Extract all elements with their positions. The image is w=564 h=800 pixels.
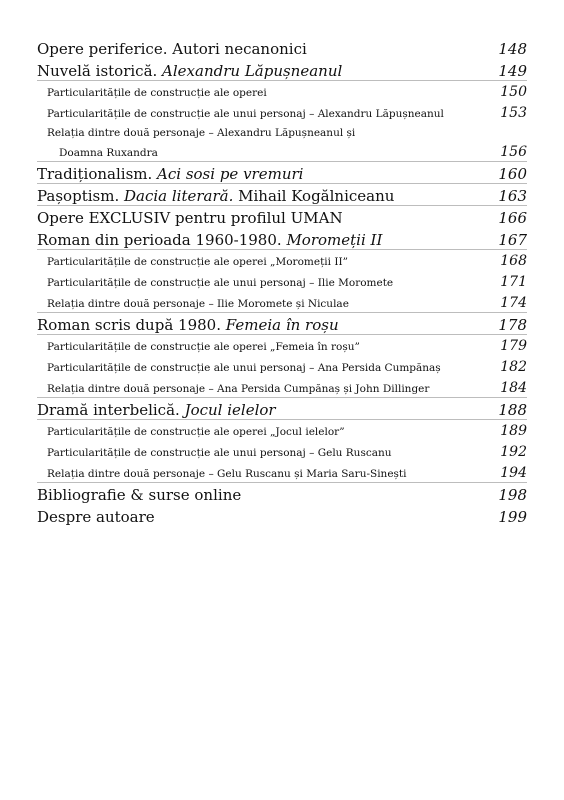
toc-page-number: 160 — [498, 165, 527, 183]
toc-entry-text: Particularitățile de construcție ale operei „Moromeții II” — [47, 256, 349, 268]
toc-entry-text: Relația dintre două personaje – Alexandru Lăpușneanul și — [47, 127, 356, 139]
toc-entry-title — [47, 337, 360, 358]
toc-entry-title — [37, 506, 155, 528]
toc-page-number: 182 — [500, 359, 527, 375]
toc-subentry[interactable] — [37, 378, 527, 399]
toc-entry-text: Opere EXCLUSIV pentru profilul UMAN — [37, 209, 343, 227]
toc-entry-text: Roman din perioada 1960-1980. — [37, 231, 287, 249]
section-divider-line — [37, 80, 527, 81]
toc-subentry[interactable] — [37, 272, 527, 293]
toc-entry-title — [47, 443, 392, 464]
toc-entry-text: Despre autoare — [37, 508, 155, 526]
toc-entry-title — [37, 60, 342, 82]
toc-page-number: 192 — [500, 444, 527, 460]
toc-entry-text: Roman scris după 1980. — [37, 316, 226, 334]
toc-page-number: 167 — [498, 231, 527, 249]
toc-entry-text: Doamna Ruxandra — [59, 147, 158, 159]
toc-entry-title — [47, 83, 267, 104]
section-divider-line — [37, 249, 527, 250]
toc-entry-text: Relația dintre două personaje – Ana Persida Cumpănaș și John Dillinger — [47, 383, 430, 395]
section-divider-line — [37, 161, 527, 162]
toc-entry-text: Bibliografie & surse online — [37, 486, 242, 504]
toc-page-number: 194 — [500, 465, 527, 481]
toc-entry-work-title: Aci sosi pe vremuri — [157, 165, 304, 183]
toc-subentry[interactable] — [37, 251, 527, 272]
toc-entry-title — [37, 185, 394, 207]
toc-subentry[interactable] — [37, 357, 527, 378]
toc-entry-text: Particularitățile de construcție ale unui personaj – Alexandru Lăpușneanul — [47, 108, 444, 120]
toc-section-entry[interactable] — [37, 229, 527, 251]
toc-entry-title — [47, 422, 345, 443]
toc-page-number: 179 — [500, 338, 527, 354]
section-divider-line — [37, 334, 527, 335]
toc-entry-title — [47, 273, 393, 294]
toc-subentry[interactable] — [37, 421, 527, 442]
toc-subentry[interactable] — [37, 336, 527, 357]
toc-entry-text: Particularitățile de construcție ale operei — [47, 87, 267, 99]
toc-entry-text: Particularitățile de construcție ale operei „Jocul ielelor” — [47, 426, 345, 438]
toc-entry-text: Dramă interbelică. — [37, 401, 185, 419]
toc-section-entry[interactable] — [37, 38, 527, 60]
toc-section-entry[interactable] — [37, 207, 527, 229]
toc-entry-text: Opere periferice. Autori necanonici — [37, 40, 307, 58]
section-divider-line — [37, 312, 527, 313]
toc-page-number: 171 — [500, 274, 527, 290]
toc-entry-text: Nuvelă istorică. — [37, 62, 163, 80]
toc-page-number: 168 — [500, 253, 527, 269]
toc-entry-work-title: Jocul ielelor — [184, 401, 276, 419]
toc-page-number: 199 — [498, 508, 527, 526]
toc-entry-title — [37, 484, 241, 506]
toc-entry-text: Relația dintre două personaje – Ilie Moromete și Niculae — [47, 298, 349, 310]
toc-entry-title — [37, 314, 339, 336]
section-divider-line — [37, 183, 527, 184]
toc-entry-text: Particularitățile de construcție ale unui personaj – Ana Persida Cumpănaș — [47, 362, 441, 374]
section-divider-line — [37, 419, 527, 420]
toc-subentry[interactable] — [37, 442, 527, 463]
toc-subentry[interactable] — [37, 124, 527, 142]
toc-subentry[interactable] — [37, 82, 527, 103]
toc-page-number: 163 — [498, 187, 527, 205]
toc-section-entry[interactable] — [37, 60, 527, 82]
toc-page-number: 184 — [500, 380, 527, 396]
toc-subentry[interactable] — [37, 103, 527, 124]
toc-page-number: 166 — [498, 209, 527, 227]
toc-entry-title — [37, 229, 382, 251]
toc-entry-text: Particularitățile de construcție ale unui personaj – Gelu Ruscanu — [47, 447, 392, 459]
toc-section-entry[interactable] — [37, 314, 527, 336]
toc-page-number: 188 — [498, 401, 527, 419]
toc-page-number: 189 — [500, 423, 527, 439]
toc-entry-text: Particularitățile de construcție ale operei „Femeia în roșu” — [47, 341, 360, 353]
toc-page-number: 174 — [500, 295, 527, 311]
toc-subentry[interactable] — [37, 142, 527, 163]
toc-entry-title — [37, 163, 303, 185]
section-divider-line — [37, 205, 527, 206]
toc-entry-work-title: Alexandru Lăpușneanul — [162, 62, 343, 80]
toc-entry-title — [47, 124, 355, 142]
toc-page-number: 148 — [498, 40, 527, 58]
toc-section-entry[interactable] — [37, 484, 527, 506]
section-divider-line — [37, 397, 527, 398]
toc-entry-title — [47, 104, 444, 125]
toc-section-entry[interactable] — [37, 399, 527, 421]
toc-page-number: 150 — [500, 84, 527, 100]
toc-page-number: 198 — [498, 486, 527, 504]
toc-page-number: 178 — [498, 316, 527, 334]
toc-page-number: 149 — [498, 62, 527, 80]
toc-entry-title — [37, 38, 307, 60]
toc-entry-text: Relația dintre două personaje – Gelu Ruscanu și Maria Saru-Sinești — [47, 468, 407, 480]
toc-page-number: 153 — [500, 105, 527, 121]
toc-section-entry[interactable] — [37, 163, 527, 185]
toc-section-entry[interactable] — [37, 506, 527, 528]
toc-entry-text: Particularitățile de construcție ale unui personaj – Ilie Moromete — [47, 277, 394, 289]
toc-entry-title — [47, 252, 348, 273]
section-divider-line — [37, 482, 527, 483]
toc-entry-text: Tradiționalism. — [37, 165, 158, 183]
toc-entry-title — [47, 358, 441, 379]
toc-entry-work-title: Dacia literară. — [123, 187, 234, 205]
toc-entry-text: Pașoptism. — [37, 187, 124, 205]
toc-subentry[interactable] — [37, 463, 527, 484]
toc-entry-work-title: Moromeții II — [286, 231, 383, 249]
toc-entry-title — [37, 399, 276, 421]
toc-entry-title — [37, 207, 343, 229]
table-of-contents — [37, 38, 527, 528]
toc-entry-work-title: Femeia în roșu — [225, 316, 339, 334]
toc-subentry[interactable] — [37, 293, 527, 314]
toc-entry-text-suffix: Mihail Kogălniceanu — [233, 187, 395, 205]
toc-page-number: 156 — [500, 144, 527, 160]
toc-section-entry[interactable] — [37, 185, 527, 207]
